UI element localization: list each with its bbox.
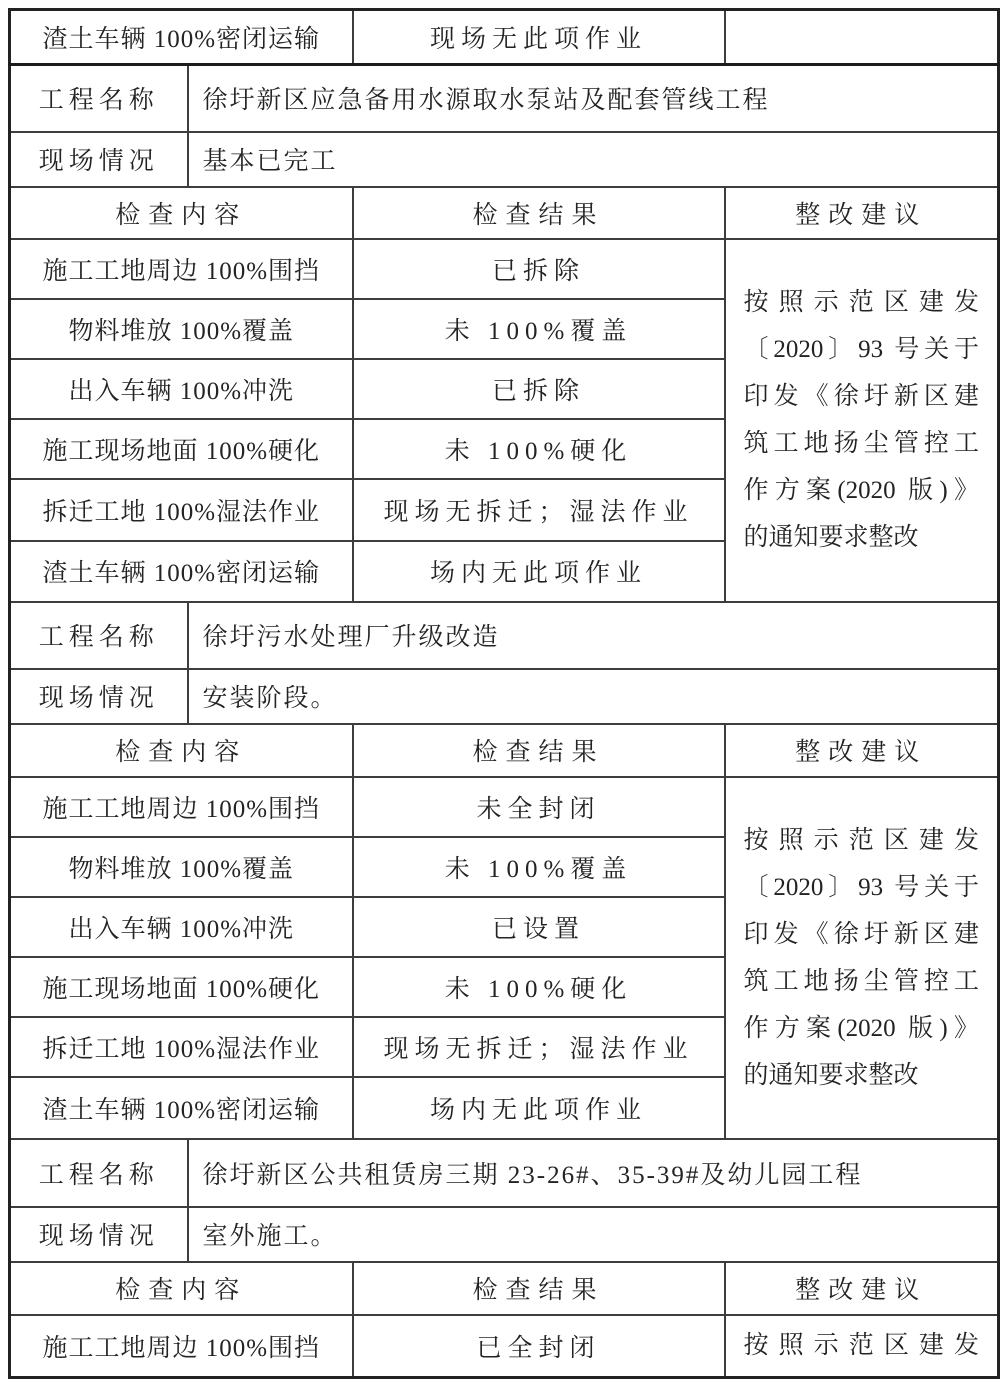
site-status-row [10,132,999,187]
project-name-value: 徐圩污水处理厂升级改造 [188,602,999,669]
advice-cell [725,239,999,602]
table-row [10,1315,999,1378]
inspection-result-cell: 现场无拆迁；湿法作业 [353,1017,725,1077]
inspection-result-cell: 已拆除 [353,359,725,419]
advice-line: 作方案(2020 版)》 [743,1014,980,1042]
advice-line: 按照示范区建发 [743,826,980,854]
inspection-item-cell: 施工工地周边 100%围挡 [10,1315,353,1378]
inspection-result-cell: 已全封闭 [353,1315,725,1378]
inspection-result-cell: 已设置 [353,897,725,957]
inspection-result-cell: 未全封闭 [353,777,725,837]
inspection-result-cell: 未 100%覆盖 [353,837,725,897]
header-advice: 整改建议 [725,724,999,777]
advice-line: 筑工地扬尘管控工 [743,967,980,995]
advice-line: 按照示范区建发 [743,289,980,316]
header-advice: 整改建议 [725,1262,999,1315]
project-name-value: 徐圩新区应急备用水源取水泵站及配套管线工程 [188,65,999,132]
inspection-table [8,8,1000,1379]
advice-line: 〔2020〕93 号关于 [743,873,980,901]
inspection-item-cell: 物料堆放 100%覆盖 [10,299,353,359]
header-result: 检查结果 [353,724,725,777]
project-name-row [10,602,999,669]
table-header-row [10,724,999,777]
inspection-item-cell: 物料堆放 100%覆盖 [10,837,353,897]
site-status-row [10,1207,999,1262]
continuation-row [10,10,999,65]
header-content: 检查内容 [10,187,353,239]
table-header-row [10,1262,999,1315]
inspection-item-cell: 出入车辆 100%冲洗 [10,897,353,957]
inspection-item-cell: 渣土车辆 100%密闭运输 [10,10,353,65]
inspection-item-cell: 渣土车辆 100%密闭运输 [10,541,353,602]
header-content: 检查内容 [10,724,353,777]
site-status-row [10,669,999,724]
project-name-label: 工程名称 [10,65,188,132]
project-name-value: 徐圩新区公共租赁房三期 23-26#、35-39#及幼儿园工程 [188,1139,999,1207]
inspection-result-cell: 场内无此项作业 [353,1077,725,1139]
inspection-result-cell: 已拆除 [353,239,725,299]
header-content: 检查内容 [10,1262,353,1315]
inspection-item-cell: 出入车辆 100%冲洗 [10,359,353,419]
inspection-result-cell: 未 100%硬化 [353,419,725,479]
project-name-label: 工程名称 [10,602,188,669]
site-status-label: 现场情况 [10,1207,188,1262]
advice-line: 〔2020〕93 号关于 [743,336,980,363]
inspection-result-cell: 未 100%硬化 [353,957,725,1017]
header-advice: 整改建议 [725,187,999,239]
site-status-label: 现场情况 [10,669,188,724]
advice-line: 的通知要求整改 [743,1061,919,1089]
site-status-value: 安装阶段。 [188,669,999,724]
inspection-item-cell: 施工现场地面 100%硬化 [10,957,353,1017]
site-status-label: 现场情况 [10,132,188,187]
advice-empty-cell [725,10,999,65]
advice-line: 的通知要求整改 [743,524,919,551]
inspection-result-cell: 现场无此项作业 [353,10,725,65]
inspection-result-cell: 现场无拆迁；湿法作业 [353,479,725,541]
advice-line: 筑工地扬尘管控工 [743,430,980,457]
header-result: 检查结果 [353,187,725,239]
project-name-row [10,1139,999,1207]
project-name-label: 工程名称 [10,1139,188,1207]
advice-line: 印发《徐圩新区建 [743,383,980,410]
advice-cell [725,777,999,1139]
table-row [10,777,999,837]
inspection-item-cell: 施工工地周边 100%围挡 [10,777,353,837]
inspection-item-cell: 施工工地周边 100%围挡 [10,239,353,299]
project-name-row [10,65,999,132]
inspection-item-cell: 施工现场地面 100%硬化 [10,419,353,479]
advice-line: 印发《徐圩新区建 [743,920,980,948]
table-header-row [10,187,999,239]
inspection-item-cell: 拆迁工地 100%湿法作业 [10,479,353,541]
site-status-value: 室外施工。 [188,1207,999,1262]
inspection-result-cell: 场内无此项作业 [353,541,725,602]
inspection-result-cell: 未 100%覆盖 [353,299,725,359]
document-page [0,8,1000,1379]
advice-line: 作方案(2020 版)》 [743,477,980,504]
inspection-item-cell: 渣土车辆 100%密闭运输 [10,1077,353,1139]
table-row [10,239,999,299]
advice-cell [725,1315,999,1378]
inspection-item-cell: 拆迁工地 100%湿法作业 [10,1017,353,1077]
advice-line: 按照示范区建发 [743,1331,980,1359]
site-status-value: 基本已完工 [188,132,999,187]
header-result: 检查结果 [353,1262,725,1315]
